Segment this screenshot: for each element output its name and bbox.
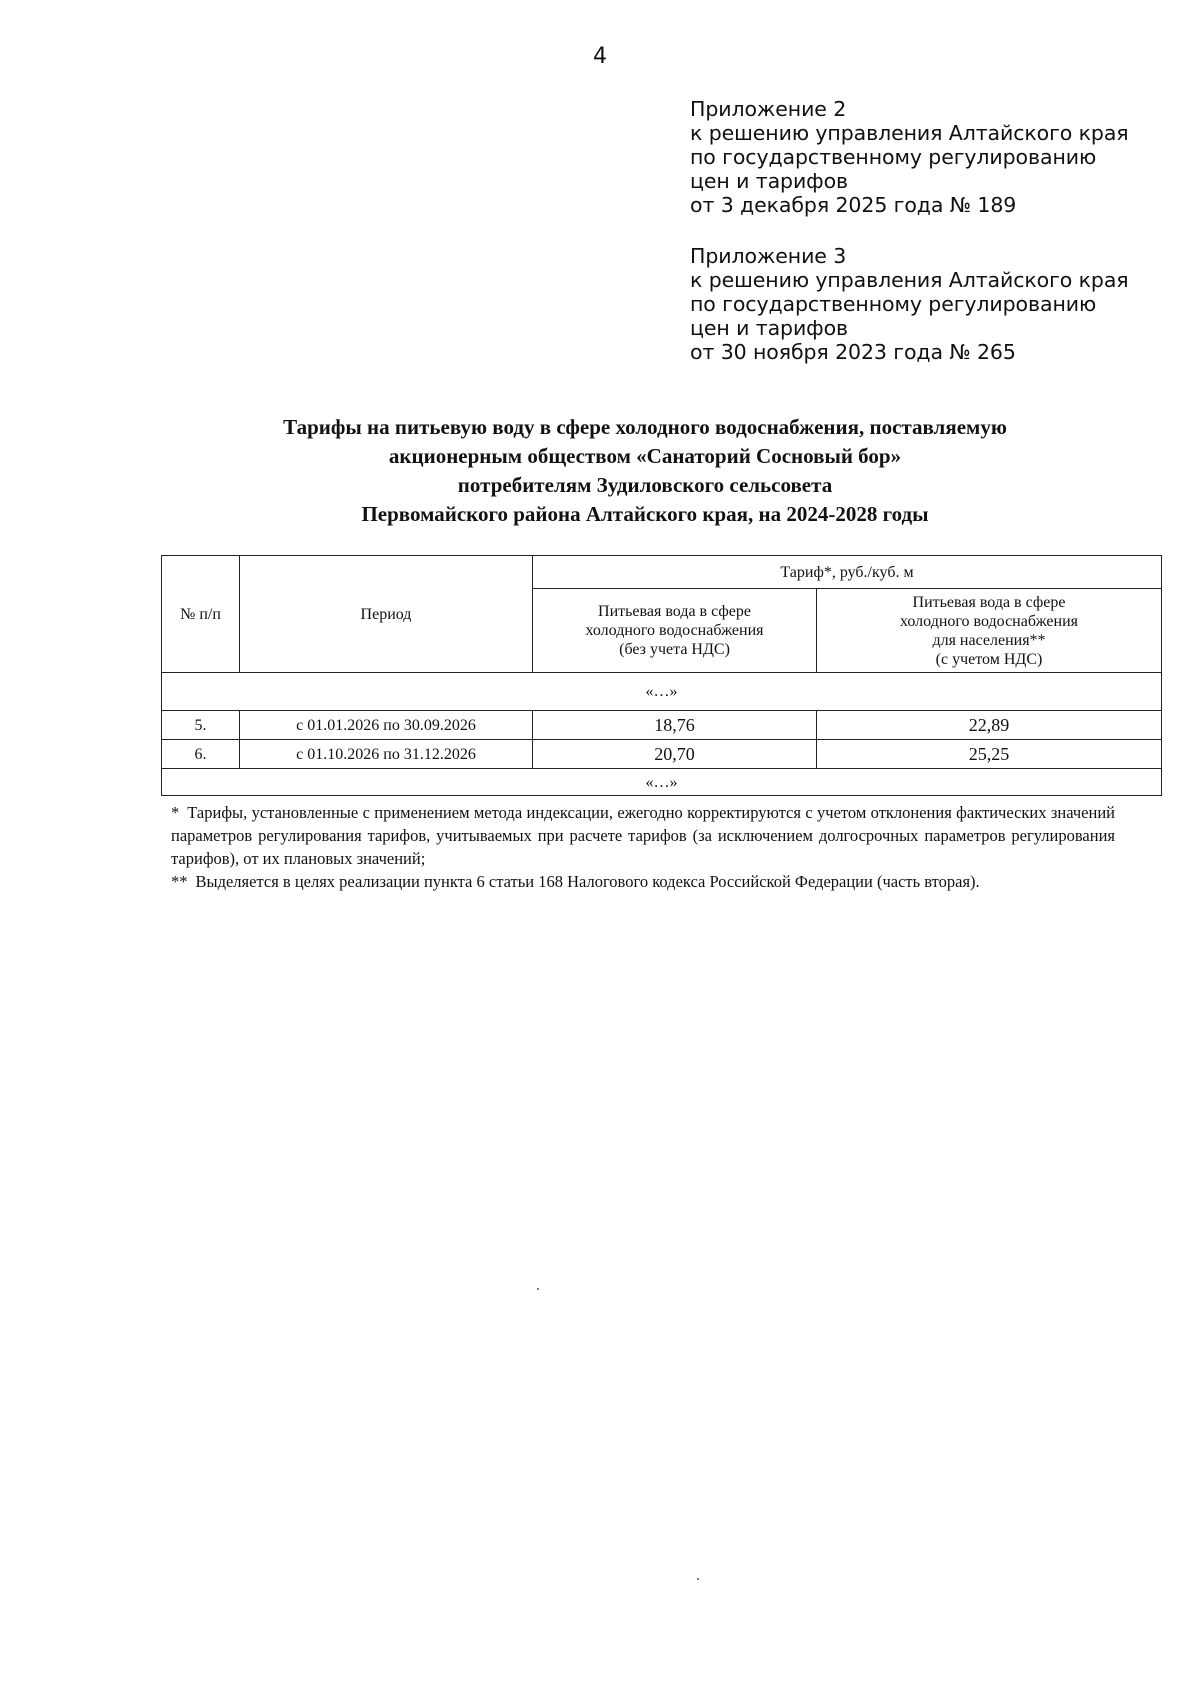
row-tariff-with-vat: 25,25 bbox=[817, 740, 1162, 769]
appendix-3-line: по государственному регулированию bbox=[690, 292, 1097, 316]
header-population-line: для населения** bbox=[932, 631, 1046, 649]
ellipsis-cell: «…» bbox=[162, 769, 1162, 796]
header-no-vat-line: Питьевая вода в сфере bbox=[598, 603, 751, 620]
table-ellipsis-row bbox=[162, 769, 1162, 796]
table-row bbox=[162, 711, 1162, 740]
scan-speck bbox=[697, 1578, 699, 1580]
header-period: Период bbox=[240, 556, 533, 673]
header-no-vat-line: холодного водоснабжения bbox=[585, 622, 764, 639]
table-row bbox=[162, 740, 1162, 769]
footnote-text: Выделяется в целях реализации пункта 6 статьи 168 Налогового кодекса Российской Федерации (часть вторая). bbox=[195, 872, 980, 891]
appendix-3-line: к решению управления Алтайского края bbox=[690, 268, 1129, 292]
header-population-line: холодного водоснабжения bbox=[899, 612, 1079, 630]
header-tariff-group: Тариф*, руб./куб. м bbox=[533, 556, 1162, 589]
appendix-2-block bbox=[690, 97, 1170, 217]
appendix-2-line: Приложение 2 bbox=[690, 97, 847, 121]
table-ellipsis-row bbox=[162, 673, 1162, 711]
title-line: Тарифы на питьевую воду в сфере холодного водоснабжения, поставляемую bbox=[283, 415, 1007, 439]
page-number: 4 bbox=[593, 44, 607, 69]
header-no-vat-line: (без учета НДС) bbox=[619, 641, 730, 658]
header-num: № п/п bbox=[162, 556, 240, 673]
title-line: потребителям Зудиловского сельсовета bbox=[457, 473, 833, 497]
appendix-2-line: по государственному регулированию bbox=[690, 145, 1097, 169]
row-num: 5. bbox=[162, 711, 240, 740]
title-line: Первомайского района Алтайского края, на 2024-2028 годы bbox=[361, 502, 929, 526]
appendix-3-line: от 30 ноября 2023 года № 265 bbox=[690, 340, 1016, 364]
row-num: 6. bbox=[162, 740, 240, 769]
appendix-3-line: цен и тарифов bbox=[690, 316, 849, 340]
footnote bbox=[171, 801, 1115, 870]
footnotes bbox=[171, 801, 1115, 893]
title-line: акционерным обществом «Санаторий Сосновый бор» bbox=[388, 444, 902, 468]
document-title bbox=[130, 413, 1160, 529]
footnote-mark: * bbox=[171, 803, 180, 822]
appendix-2-line: к решению управления Алтайского края bbox=[690, 121, 1129, 145]
appendix-3-block bbox=[690, 244, 1170, 364]
header-no-vat bbox=[533, 589, 817, 673]
row-tariff-with-vat: 22,89 bbox=[817, 711, 1162, 740]
row-period: с 01.01.2026 по 30.09.2026 bbox=[240, 711, 533, 740]
row-period: с 01.10.2026 по 31.12.2026 bbox=[240, 740, 533, 769]
scan-speck bbox=[537, 1288, 539, 1290]
header-population bbox=[817, 589, 1162, 673]
tariff-table bbox=[161, 555, 1162, 796]
appendix-3-line: Приложение 3 bbox=[690, 244, 847, 268]
table-header-row bbox=[162, 556, 1162, 589]
row-tariff-no-vat: 20,70 bbox=[533, 740, 817, 769]
header-population-line: Питьевая вода в сфере bbox=[912, 593, 1066, 611]
appendix-2-line: цен и тарифов bbox=[690, 169, 849, 193]
header-population-line: (с учетом НДС) bbox=[935, 650, 1043, 668]
footnote bbox=[171, 870, 1115, 893]
appendix-2-line: от 3 декабря 2025 года № 189 bbox=[690, 193, 1017, 217]
footnote-mark: ** bbox=[171, 872, 188, 891]
footnote-text: Тарифы, установленные с применением метода индексации, ежегодно корректируются с учетом отклонения фактических значений параметров регулирования тарифов, учитываемых при расчете тарифов (за исключением долгосрочных параметров регулирования тарифов), от их плановых значений; bbox=[171, 803, 1115, 868]
row-tariff-no-vat: 18,76 bbox=[533, 711, 817, 740]
ellipsis-cell: «…» bbox=[162, 673, 1162, 711]
